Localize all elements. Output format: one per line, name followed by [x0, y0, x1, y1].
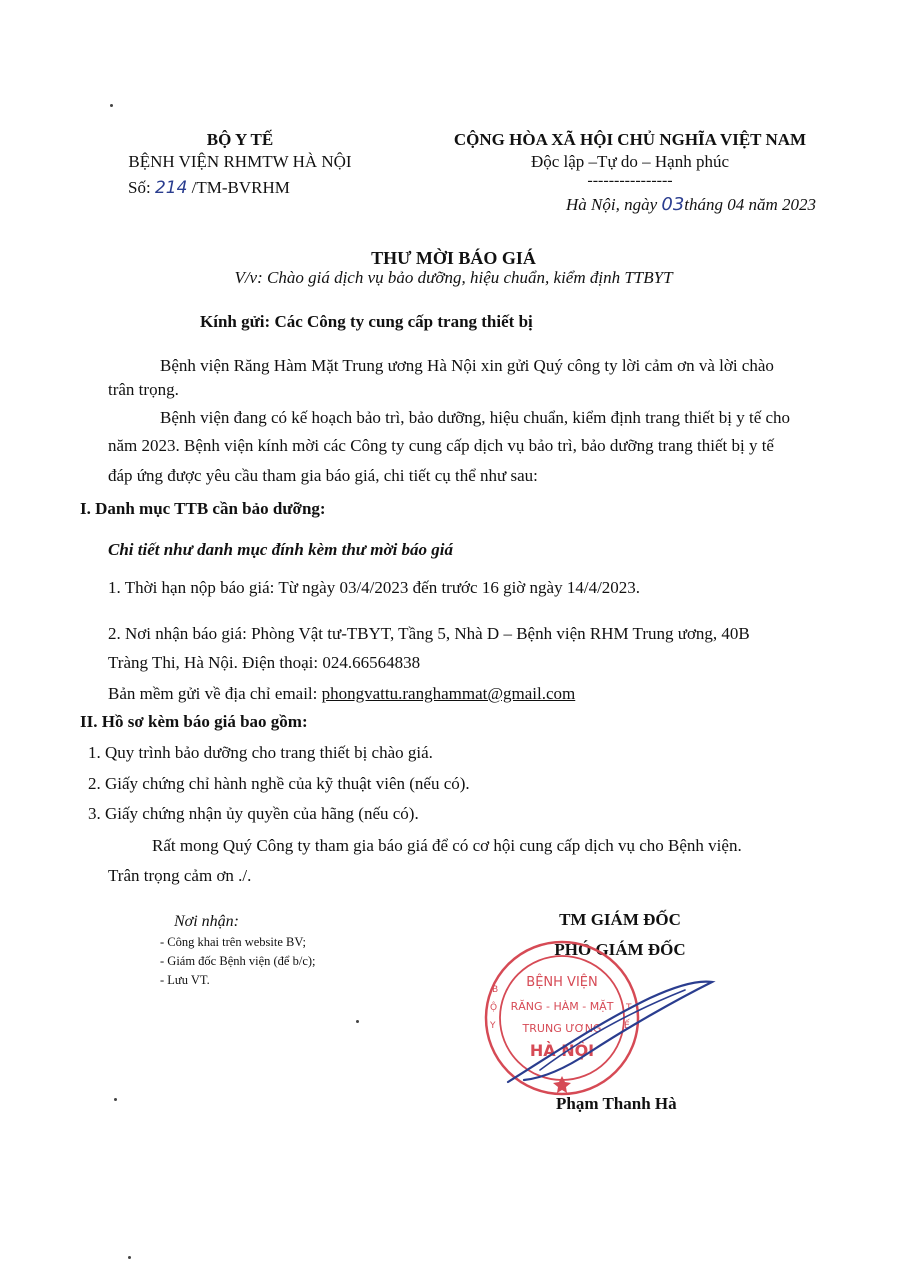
handwritten-day: 03 [661, 194, 685, 215]
header-separator: ---------------- [587, 172, 673, 189]
handwritten-signature [480, 960, 720, 1100]
scan-speck [114, 1098, 117, 1101]
closing-line-2: Trân trọng cảm ơn ./. [108, 866, 252, 885]
signature-stroke [540, 990, 685, 1070]
addressee: Kính gửi: Các Công ty cung cấp trang thiết bị [200, 312, 533, 331]
stamp-side-letter: T [626, 1003, 632, 1013]
email-label: Bản mềm gửi về địa chỉ email: [108, 684, 322, 703]
scan-speck [110, 104, 113, 107]
email-link[interactable]: phongvattu.ranghammat@gmail.com [321, 684, 576, 703]
signer-name: Phạm Thanh Hà [556, 1094, 677, 1113]
recipient-item: - Lưu VT. [160, 973, 210, 987]
list-item: 3. Giấy chứng nhận ủy quyền của hãng (nếu có). [88, 804, 419, 823]
date-suffix: tháng 04 năm 2023 [684, 195, 817, 214]
republic-name: CỘNG HÒA XÃ HỘI CHỦ NGHĨA VIỆT NAM [453, 130, 807, 149]
paragraph-2-line-3: đáp ứng được yêu cầu tham gia báo giá, chi tiết cụ thể như sau: [108, 466, 538, 485]
paragraph-1-line-1: Bệnh viện Răng Hàm Mặt Trung ương Hà Nội xin gửi Quý công ty lời cảm ơn và lời chào [160, 356, 774, 375]
handwritten-number: 214 [154, 178, 188, 198]
signature-role-1: TM GIÁM ĐỐC [559, 910, 681, 929]
section-1-detail: Chi tiết như danh mục đính kèm thư mời báo giá [108, 540, 454, 559]
paragraph-2-line-2: năm 2023. Bệnh viện kính mời các Công ty cung cấp dịch vụ bảo trì, bảo dưỡng trang thiết bị y tế [108, 436, 774, 455]
paragraph-1-line-2: trân trọng. [108, 380, 179, 399]
recipients-label: Nơi nhận: [174, 913, 239, 930]
stamp-line-1: BỆNH VIỆN [526, 975, 598, 990]
scan-speck [356, 1020, 359, 1023]
stamp-side-letter: Ế [624, 1021, 630, 1031]
stamp-side-letter: Ộ [490, 1003, 498, 1013]
section-1-heading: I. Danh mục TTB cần bảo dưỡng: [80, 499, 326, 518]
number-suffix: /TM-BVRHM [191, 178, 290, 197]
list-item: 2. Giấy chứng chỉ hành nghề của kỹ thuật viên (nếu có). [88, 774, 470, 793]
date-line [566, 194, 816, 215]
closing-line-1: Rất mong Quý Công ty tham gia báo giá để có cơ hội cung cấp dịch vụ cho Bệnh viện. [152, 836, 742, 855]
date-prefix: Hà Nội, ngày [566, 195, 658, 214]
stamp-line-4: HÀ NỘI [529, 1041, 595, 1060]
list-item: 1. Quy trình bảo dưỡng cho trang thiết bị chào giá. [88, 743, 433, 762]
national-motto: Độc lập –Tự do – Hạnh phúc [530, 152, 730, 171]
deadline-item: 1. Thời hạn nộp báo giá: Từ ngày 03/4/2023 đến trước 16 giờ ngày 14/4/2023. [108, 578, 641, 597]
section-2-heading: II. Hồ sơ kèm báo giá bao gồm: [80, 712, 308, 731]
document-number [128, 178, 290, 198]
recipient-item: - Giám đốc Bệnh viện (để b/c); [160, 954, 316, 968]
stamp-line-2: RĂNG - HÀM - MẶT [510, 1000, 614, 1013]
letter-title: THƯ MỜI BÁO GIÁ [371, 248, 536, 268]
recipient-item: - Công khai trên website BV; [160, 935, 306, 949]
stamp-line-3: TRUNG ƯƠNG [522, 1022, 602, 1035]
stamp-side-letter: Y [490, 1021, 496, 1031]
signature-role-2: PHÓ GIÁM ĐỐC [554, 940, 686, 959]
delivery-item-line-1: 2. Nơi nhận báo giá: Phòng Vật tư-TBYT, Tầng 5, Nhà D – Bệnh viện RHM Trung ương, 40B [108, 624, 750, 643]
stamp-side-letter: B [492, 985, 499, 995]
letter-subject: V/v: Chào giá dịch vụ bảo dưỡng, hiệu chuẩn, kiểm định TTBYT [234, 268, 673, 287]
scan-speck [128, 1256, 131, 1259]
hospital-name: BỆNH VIỆN RHMTW HÀ NỘI [128, 152, 352, 171]
email-line [108, 684, 575, 704]
number-prefix: Số: [128, 178, 151, 197]
paragraph-2-line-1: Bệnh viện đang có kế hoạch bảo trì, bảo dưỡng, hiệu chuẩn, kiểm định trang thiết bị y tế cho [160, 408, 791, 427]
signature-stroke [508, 982, 712, 1082]
ministry-name: BỘ Y TẾ [206, 130, 274, 149]
delivery-item-line-2: Tràng Thi, Hà Nội. Điện thoại: 024.66564838 [108, 653, 421, 672]
